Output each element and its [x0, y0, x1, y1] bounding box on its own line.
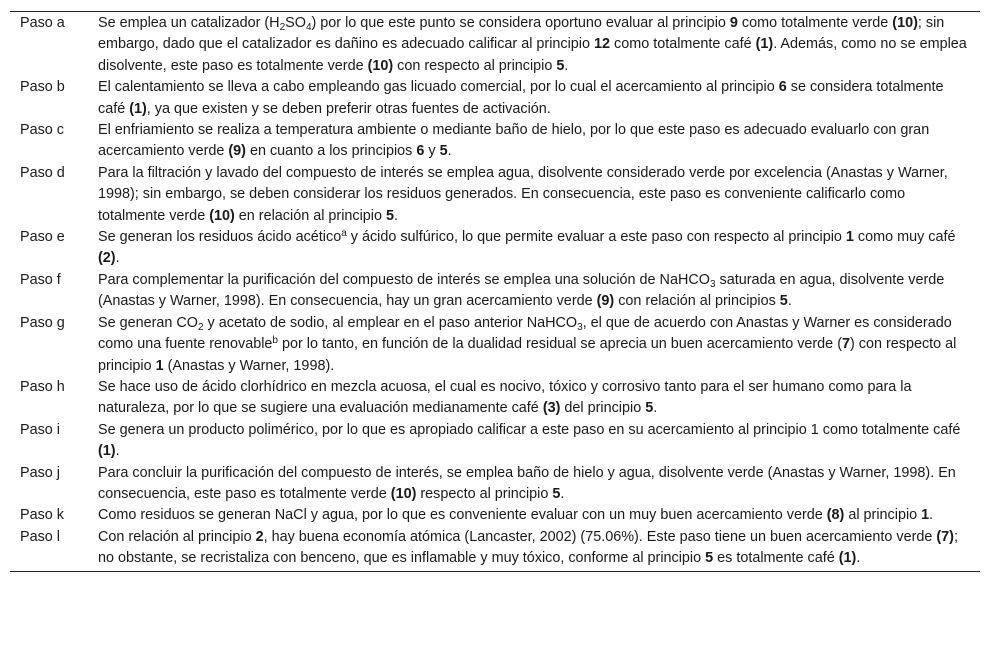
step-label: Paso l [20, 528, 60, 545]
table-row [10, 505, 980, 526]
table-row [10, 377, 980, 420]
step-label: Paso e [20, 229, 65, 246]
step-description [96, 227, 980, 270]
step-label: Paso d [20, 164, 65, 181]
bold-score: (2) [98, 250, 116, 267]
text-run: , ya que existen y se deben preferir otras fuentes de activación. [146, 100, 551, 117]
text-run: , el que de acuerdo con Anastas y Warner es considerado como una fuente renovable [98, 314, 952, 353]
bold-score: 5 [552, 485, 561, 502]
text-run: Se emplea un catalizador (H [98, 15, 280, 31]
text-run: saturada en agua, disolvente verde (Anastas y Warner, 1998). En consecuencia, hay un gran acercamiento verde [98, 271, 945, 310]
bold-score: (8) [826, 507, 845, 524]
step-description [96, 270, 980, 313]
text-run: . Además, como no se emplea disolvente, este paso es totalmente verde [98, 36, 967, 74]
bold-score: 5 [645, 400, 654, 417]
text-run: por lo tanto, en función de la dualidad residual se aprecia un buen acercamiento verde ( [277, 336, 842, 353]
bold-score: (3) [542, 400, 561, 417]
text-run: . [929, 507, 934, 524]
text-run: del principio [560, 400, 646, 417]
text-run: ) por lo que este punto se considera oportuno evaluar al principio [311, 15, 730, 31]
step-description [96, 420, 980, 463]
step-description [96, 13, 980, 77]
table-row [10, 313, 980, 377]
bold-score: 1 [921, 507, 930, 524]
bold-score: 5 [385, 207, 394, 224]
step-label: Paso c [20, 122, 64, 139]
steps-table-container [10, 11, 980, 572]
text-run: Con relación al principio [98, 528, 256, 545]
text-run: Para la filtración y lavado del compuesto de interés se emplea agua, disolvente considerado verde por excelencia (Anastas y Warner, 1998); sin embargo, se deben considerar los residuos generados. En consecuencia, este paso es conveniente calificarlo como totalmente verde [98, 164, 948, 224]
text-run: con relación al principios [614, 293, 780, 310]
text-run: y [424, 143, 440, 160]
text-run: . [447, 143, 452, 160]
text-run: . [560, 485, 565, 502]
text-run: al principio [844, 507, 922, 524]
text-run: ; sin embargo, dado que el catalizador es dañino es adecuado calificar al principio [98, 15, 945, 53]
step-description [96, 463, 980, 506]
step-description [96, 120, 980, 163]
text-run: (Anastas y Warner, 1998). [163, 357, 335, 374]
text-run: como totalmente verde [737, 15, 893, 31]
step-label: Paso g [20, 314, 65, 331]
subscript: 3 [709, 278, 716, 290]
bold-score: 5 [439, 143, 448, 160]
text-run: Se hace uso de ácido clorhídrico en mezcla acuosa, el cual es nocivo, tóxico y corrosivo tanto para el ser humano como para la naturaleza, por lo que se sugiere una evaluación medianamente café [98, 378, 912, 417]
bold-score: (1) [129, 100, 147, 117]
bold-score: (10) [892, 15, 918, 31]
table-row [10, 227, 980, 270]
table-row [10, 120, 980, 163]
text-run: es totalmente café [713, 550, 839, 567]
step-label: Paso j [20, 464, 60, 481]
bold-score: 5 [779, 293, 788, 310]
table-row [10, 420, 980, 463]
bold-score: (1) [838, 550, 857, 567]
bold-score: (9) [596, 293, 615, 310]
text-run: y ácido sulfúrico, lo que permite evaluar a este paso con respecto al principio [346, 229, 846, 246]
text-run: . [787, 293, 792, 310]
steps-table-body [10, 13, 980, 570]
text-run: en cuanto a los principios [245, 143, 417, 160]
bold-score: (7) [936, 528, 954, 545]
step-label: Paso h [20, 378, 65, 395]
bold-score: 6 [416, 143, 425, 160]
bold-score: 5 [556, 57, 565, 74]
subscript: 2 [279, 22, 286, 33]
table-row [10, 13, 980, 77]
text-run: Para complementar la purificación del compuesto de interés se emplea una solución de NaHCO [98, 271, 710, 288]
text-run: . [856, 550, 861, 567]
step-description [96, 527, 980, 570]
bold-score: (9) [228, 143, 246, 160]
text-run: y acetato de sodio, al emplear en el paso anterior NaHCO [203, 314, 578, 331]
text-run: SO [285, 15, 306, 31]
table-row [10, 463, 980, 506]
table-row [10, 527, 980, 570]
bold-score: 1 [155, 357, 164, 374]
steps-table [10, 13, 980, 570]
text-run: Para concluir la purificación del compuesto de interés, se emplea baño de hielo y agua, disolvente verde (Anastas y Warner, 1998). En consecuencia, este paso es totalmente verde [98, 464, 956, 502]
text-run: como totalmente café [610, 36, 756, 53]
step-label: Paso a [20, 15, 65, 31]
table-row [10, 77, 980, 120]
table-row [10, 163, 980, 227]
bold-score: 9 [729, 15, 738, 31]
bold-score: (1) [755, 36, 774, 53]
text-run: en relación al principio [234, 207, 386, 224]
step-label: Paso b [20, 79, 65, 96]
subscript: 4 [305, 22, 312, 33]
text-run: ) con respecto al principio [98, 336, 957, 374]
bold-score: 7 [841, 336, 850, 353]
text-run: Se genera un producto polimérico, por lo que es apropiado calificar a este paso en su acercamiento al principio 1 como totalmente café [98, 421, 961, 438]
text-run: respecto al principio [416, 485, 553, 502]
text-run: . [653, 400, 658, 417]
step-description [96, 377, 980, 420]
text-run: como muy café [853, 229, 956, 246]
bold-score: (10) [390, 485, 417, 502]
text-run: , hay buena economía atómica (Lancaster, 2002) (75.06%). Este paso tiene un buen acercamiento verde [263, 528, 937, 545]
step-label: Paso k [20, 507, 64, 524]
step-description [96, 505, 980, 526]
text-run: Como residuos se generan NaCl y agua, por lo que es conveniente evaluar con un muy buen acercamiento verde [98, 507, 827, 524]
text-run: . [564, 57, 569, 74]
text-run: . [394, 207, 398, 224]
superscript: b [272, 335, 278, 347]
text-run: Se generan los residuos ácido acético [98, 229, 342, 246]
step-description [96, 313, 980, 377]
text-run: ; no obstante, se recristaliza con benceno, que es inflamable y muy tóxico, conforme al principio [98, 528, 958, 567]
text-run: El enfriamiento se realiza a temperatura ambiente o mediante baño de hielo, por lo que este paso es adecuado evaluarlo con gran acercamiento verde [98, 122, 930, 160]
text-run: Se generan CO [98, 314, 198, 331]
bold-score: 5 [705, 550, 714, 567]
bold-score: (10) [367, 57, 394, 74]
step-description [96, 77, 980, 120]
text-run: con respecto al principio [393, 57, 557, 74]
step-label: Paso i [20, 421, 60, 438]
bold-score: (1) [98, 443, 116, 460]
subscript: 2 [198, 321, 204, 333]
subscript: 3 [577, 321, 583, 333]
text-run: El calentamiento se lleva a cabo empleando gas licuado comercial, por lo cual el acercamiento al principio [98, 79, 779, 96]
bold-score: 12 [594, 36, 611, 53]
step-description [96, 163, 980, 227]
bold-score: 2 [255, 528, 264, 545]
text-run: . [115, 443, 120, 460]
table-row [10, 270, 980, 313]
text-run: se considera totalmente café [98, 79, 944, 117]
superscript: a [341, 228, 347, 240]
text-run: . [115, 250, 120, 267]
step-label: Paso f [20, 271, 61, 288]
bold-score: (10) [209, 207, 235, 224]
bold-score: 1 [845, 229, 854, 246]
bold-score: 6 [778, 79, 787, 96]
